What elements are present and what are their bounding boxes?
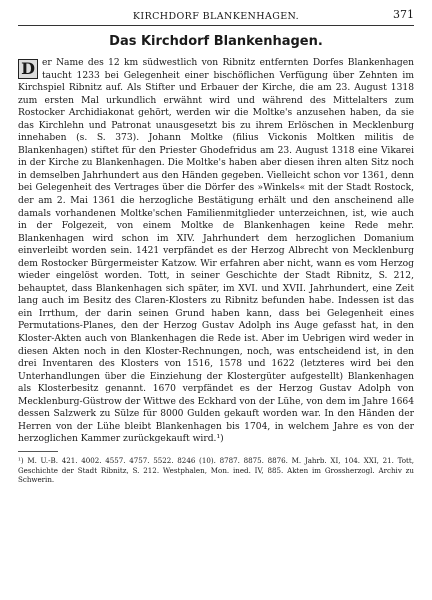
running-header xyxy=(18,8,414,24)
section-title: Das Kirchdorf Blankenhagen. xyxy=(109,34,323,49)
footnote: ¹) M. U.-B. 421. 4002. 4557. 4757. 5522. 8246 (10). 8787. 8875. 8876. M. Jahrb. XI, 104. XXI, 21. Tott, Geschichte der Stadt Ribnitz, S. 212. Westphalen, Mon. ined. IV, 885. Akten im Grossherzogl. Archiv zu Schwerin. xyxy=(18,455,414,485)
dropcap-initial: D xyxy=(18,59,38,79)
page-number: 371 xyxy=(393,8,414,21)
running-title: KIRCHDORF BLANKENHAGEN. xyxy=(132,11,300,22)
body-paragraph: er Name des 12 km südwestlich von Ribnitz entfernten Dorfes Blankenhagen taucht 1233 bei Gelegenheit einer bischöflichen Verfügung über Zehnten im Kirchspiel Ribnitz auf. Als Stifter und Erbauer der Kirche, die am 23. August 1318 zum ersten Mal urkundlich erwähnt wird und während des Mittelalters zum Rostocker Archidiakonat gehört, werden wir die Moltke's anzusehen haben, da sie das Kirchlehn und Patronat unausgesetzt bis zu ihrem Erlöschen in Mecklenburg innehaben (s. S. 373). Johann Moltke (filius Vickonis Moltken militis de Blankenhagen) stiftet für den Priester Ghodefridus am 23. August 1318 eine Vikarei in der Kirche zu Blankenhagen. Die Moltke's haben aber diesen ihren alten Sitz noch in demselben Jahrhundert aus den Händen gegeben. Vielleicht schon vor 1361, denn bei Gelegenheit des Vertrages über die Dörfer des »Winkels« mit der Stadt Rostock, der am 2. Mai 1361 die herzogliche Bestätigung erhält und den anscheinend alle damals vorhandenen Moltke'schen Familienmitglieder unterzeichnen, ist, wie auch in der Folgezeit, von einem Moltke de Blankenhagen keine Rede mehr. Blankenhagen wird schon im XIV. Jahrhundert dem herzoglichen Domanium einverleibt worden sein. 1421 verpfändet es der Herzog Albrecht von Mecklenburg dem Rostocker Bürgermeister Katzow. Wir erfahren aber nicht, wann es vom Herzog wieder eingelöst worden. Tott, in seiner Geschichte der Stadt Ribnitz, S. 212, behauptet, dass Blankenhagen sich später, im XVI. und XVII. Jahrhundert, eine Zeit lang auch im Besitz des Claren-Klosters zu Ribnitz befunden habe. Indessen ist das ein Irrthum, der darin seinen Grund haben kann, dass bei Gelegenheit eines Permutations-Planes, den der Herzog Gustav Adolph ins Auge gefasst hat, in den Kloster-Akten auch von Blankenhagen die Rede ist. Aber im Uebrigen wird weder in diesen Akten noch in den Kloster-Rechnungen, noch, was entscheidend ist, in den drei Inventaren des Klosters von 1516, 1578 und 1622 (letzteres wird bei den Unterhandlungen über die Einziehung der Klostergüter aufgestellt) Blankenhagen als Klosterbesitz genannt. 1670 verpfändet es der Herzog Gustav Adolph von Mecklenburg-Güstrow der Wittwe des Eckhard von der Lühe, von dem im Jahre 1664 dessen Salzwerk zu Sülze für 8000 Gulden gekauft worden war. In den Händen der Herren von der Lühe bleibt Blankenhagen bis 1704, in welchem Jahre es von der herzoglichen Kammer zurückgekauft wird.¹) xyxy=(18,58,414,445)
footnote-rule xyxy=(18,451,58,452)
header-rule xyxy=(18,25,414,26)
body-section xyxy=(18,57,414,446)
